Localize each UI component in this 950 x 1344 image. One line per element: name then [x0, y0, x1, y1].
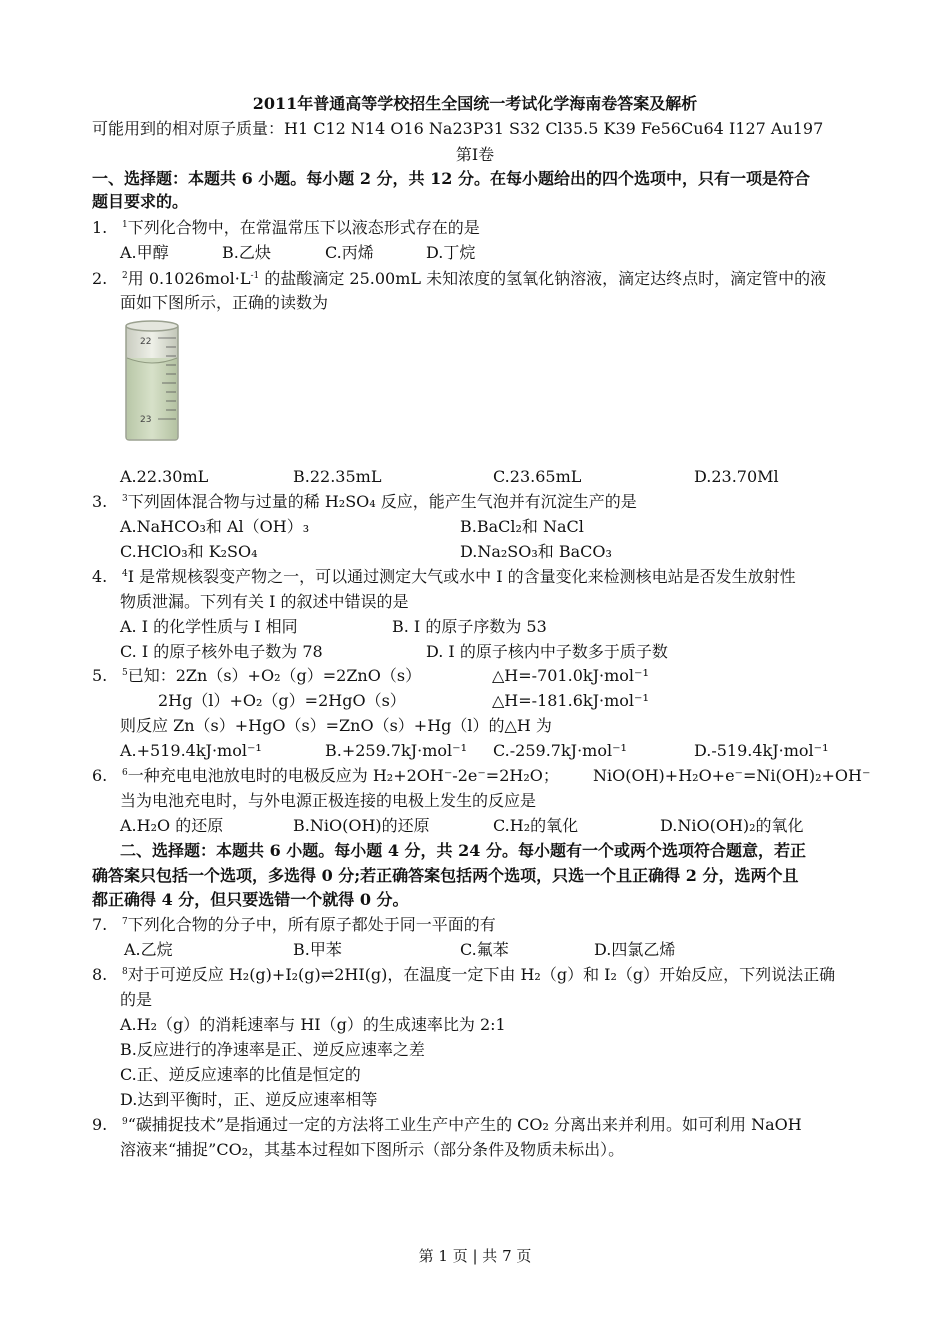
question-text: 下列固体混合物与过量的稀 H₂SO₄ 反应，能产生气泡并有沉淀生产的是	[127, 492, 637, 511]
question-text: “碳捕捉技术”是指通过一定的方法将工业生产中产生的 CO₂ 分离出来并利用。如可利用 NaOH	[127, 1115, 802, 1134]
question-2-line2: 面如下图所示，正确的读数为	[120, 293, 329, 312]
question-text: 下列化合物中，在常温常压下以液态形式存在的是	[127, 218, 480, 237]
question-3	[92, 491, 637, 513]
equation-1: 已知：2Zn（s）+O₂（g）=2ZnO（s）	[127, 666, 422, 685]
q2-option-a[interactable]: A.22.30mL	[120, 467, 209, 486]
burette-illustration	[118, 318, 188, 444]
q7-option-d[interactable]: D.四氯乙烯	[594, 940, 676, 959]
question-6-line2: 当为电池充电时，与外电源正极连接的电极上发生的反应是	[120, 791, 537, 810]
q8-option-a[interactable]: A.H₂（g）的消耗速率与 HI（g）的生成速率比为 2:1	[120, 1015, 506, 1034]
question-9-line2: 溶液来“捕捉”CO₂，其基本过程如下图所示（部分条件及物质未标出）。	[120, 1140, 625, 1159]
footnote-ref: 7	[122, 917, 128, 927]
footnote-ref: 9	[122, 1117, 128, 1127]
question-6-reaction-2: NiO(OH)+H₂O+e⁻=Ni(OH)₂+OH⁻	[593, 766, 871, 785]
page-footer: 第 1 页 | 共 7 页	[418, 1247, 532, 1265]
question-number: 9.	[92, 1115, 108, 1134]
q8-option-b[interactable]: B.反应进行的净速率是正、逆反应速率之差	[120, 1040, 425, 1059]
burette-label-22: 22	[140, 337, 152, 347]
section2-heading-line3: 都正确得 4 分，但只要选错一个就得 0 分。	[92, 890, 409, 909]
question-number: 2.	[92, 269, 108, 288]
footnote-ref: 1	[122, 220, 128, 230]
q5-option-b[interactable]: B.+259.7kJ·mol⁻¹	[325, 741, 468, 760]
q7-option-a[interactable]: A.乙烷	[124, 940, 173, 959]
q5-option-c[interactable]: C.-259.7kJ·mol⁻¹	[493, 741, 627, 760]
q3-option-b[interactable]: B.BaCl₂和 NaCl	[460, 517, 584, 536]
question-text: 一种充电电池放电时的电极反应为 H₂+2OH⁻-2e⁻=2H₂O；	[127, 766, 559, 785]
q1-option-c[interactable]: C.丙烯	[325, 243, 374, 262]
q6-option-d[interactable]: D.NiO(OH)₂的氧化	[660, 816, 804, 835]
q6-option-a[interactable]: A.H₂O 的还原	[120, 816, 224, 835]
section1-heading-line1: 一、选择题：本题共 6 小题。每小题 2 分，共 12 分。在每小题给出的四个选项中，只有一项是符合	[92, 169, 810, 188]
q2-option-c[interactable]: C.23.65mL	[493, 467, 582, 486]
section2-heading-line1: 二、选择题：本题共 6 小题。每小题 4 分，共 24 分。每小题有一个或两个选项符合题意，若正	[120, 841, 806, 860]
q3-option-c[interactable]: C.HClO₃和 K₂SO₄	[120, 542, 258, 561]
volume-label: 第Ⅰ卷	[455, 145, 495, 164]
footnote-ref: 3	[122, 494, 128, 504]
question-5-prompt: 则反应 Zn（s）+HgO（s）=ZnO（s）+Hg（l）的△H 为	[120, 716, 552, 735]
question-4	[92, 566, 796, 588]
section2-heading-line2: 确答案只包括一个选项，多选得 0 分;若正确答案包括两个选项，只选一个且正确得 2 分，选两个且	[92, 866, 799, 885]
q4-option-a[interactable]: A. I 的化学性质与 I 相同	[120, 617, 298, 636]
atomic-masses: 可能用到的相对原子质量：H1 C12 N14 O16 Na23P31 S32 Cl35.5 K39 Fe56Cu64 I127 Au197	[92, 119, 824, 138]
page-title: 2011年普通高等学校招生全国统一考试化学海南卷答案及解析	[252, 94, 698, 113]
question-8-line2: 的是	[120, 990, 153, 1009]
q2-option-b[interactable]: B.22.35mL	[293, 467, 382, 486]
footnote-ref: 4	[122, 569, 128, 579]
question-5	[92, 665, 421, 687]
section1-heading-line2: 题目要求的。	[92, 192, 189, 211]
q7-option-c[interactable]: C.氟苯	[460, 940, 509, 959]
question-text: 下列化合物的分子中，所有原子都处于同一平面的有	[127, 915, 496, 934]
q5-option-d[interactable]: D.-519.4kJ·mol⁻¹	[694, 741, 829, 760]
question-text: I 是常规核裂变产物之一，可以通过测定大气或水中 I 的含量变化来检测核电站是否发生放射性	[127, 567, 796, 586]
q3-option-d[interactable]: D.Na₂SO₃和 BaCO₃	[460, 542, 612, 561]
enthalpy-1: △H=-701.0kJ·mol⁻¹	[492, 666, 649, 685]
enthalpy-2: △H=-181.6kJ·mol⁻¹	[492, 691, 649, 710]
question-number: 3.	[92, 492, 108, 511]
question-9	[92, 1114, 802, 1136]
q2-option-d[interactable]: D.23.70Ml	[694, 467, 779, 486]
q1-option-a[interactable]: A.甲醇	[120, 243, 169, 262]
q8-option-c[interactable]: C.正、逆反应速率的比值是恒定的	[120, 1065, 361, 1084]
question-2	[92, 268, 826, 290]
q6-option-b[interactable]: B.NiO(OH)的还原	[293, 816, 430, 835]
question-4-line2: 物质泄漏。下列有关 I 的叙述中错误的是	[120, 592, 409, 611]
question-text-cont: 的盐酸滴定 25.00mL 未知浓度的氢氧化钠溶液，滴定达终点时，滴定管中的液	[259, 269, 827, 288]
q8-option-d[interactable]: D.达到平衡时，正、逆反应速率相等	[120, 1090, 378, 1109]
question-8	[92, 964, 835, 986]
q4-option-d[interactable]: D. I 的原子核内中子数多于质子数	[426, 642, 668, 661]
question-number: 4.	[92, 567, 108, 586]
q4-option-b[interactable]: B. I 的原子序数为 53	[392, 617, 547, 636]
burette-label-23: 23	[140, 415, 152, 425]
q3-option-a[interactable]: A.NaHCO₃和 Al（OH）₃	[120, 517, 310, 536]
question-1	[92, 217, 480, 239]
footnote-ref: 5	[122, 668, 128, 678]
question-number: 1.	[92, 218, 108, 237]
question-number: 6.	[92, 766, 108, 785]
q5-option-a[interactable]: A.+519.4kJ·mol⁻¹	[120, 741, 262, 760]
q1-option-d[interactable]: D.丁烷	[426, 243, 476, 262]
q7-option-b[interactable]: B.甲苯	[293, 940, 342, 959]
q6-option-c[interactable]: C.H₂的氧化	[493, 816, 579, 835]
q4-option-c[interactable]: C. I 的原子核外电子数为 78	[120, 642, 323, 661]
equation-2: 2Hg（l）+O₂（g）=2HgO（s）	[158, 691, 406, 710]
question-text: 用 0.1026mol·L	[127, 269, 251, 288]
footnote-ref: 6	[122, 768, 128, 778]
question-number: 7.	[92, 915, 108, 934]
footnote-ref: 8	[122, 967, 128, 977]
question-number: 8.	[92, 965, 108, 984]
question-number: 5.	[92, 666, 108, 685]
unit-superscript: -1	[250, 271, 260, 281]
question-6	[92, 765, 559, 787]
question-text: 对于可逆反应 H₂(g)+I₂(g)⇌2HI(g)，在温度一定下由 H₂（g）和 I₂（g）开始反应，下列说法正确	[127, 965, 836, 984]
question-7	[92, 914, 496, 936]
q1-option-b[interactable]: B.乙炔	[222, 243, 271, 262]
footnote-ref: 2	[122, 271, 128, 281]
